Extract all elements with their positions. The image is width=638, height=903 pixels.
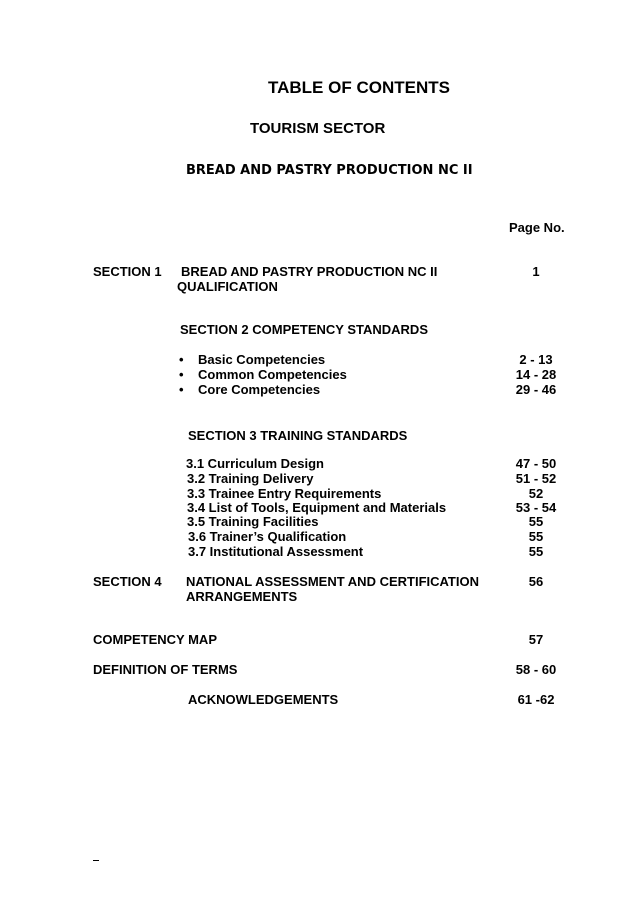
list-item: 3.1 Curriculum Design <box>186 456 324 471</box>
section1-title: BREAD AND PASTRY PRODUCTION NC II <box>181 264 438 279</box>
list-item-page: 55 <box>528 544 544 559</box>
list-item: 3.7 Institutional Assessment <box>188 544 364 559</box>
list-item-page: 51 - 52 <box>515 471 557 486</box>
section4-title-cont: ARRANGEMENTS <box>186 589 298 604</box>
list-item: Common Competencies <box>198 367 347 382</box>
section3-heading: SECTION 3 TRAINING STANDARDS <box>188 428 408 443</box>
section1-page: 1 <box>532 264 540 279</box>
section2-heading: SECTION 2 COMPETENCY STANDARDS <box>180 322 428 337</box>
acknowledgements-page: 61 -62 <box>517 692 555 707</box>
list-item-page: 55 <box>528 514 544 529</box>
bullet-icon: • <box>179 382 184 397</box>
list-item: 3.2 Training Delivery <box>187 471 314 486</box>
list-item: 3.6 Trainer’s Qualification <box>188 529 347 544</box>
list-item-page: 53 - 54 <box>515 500 557 515</box>
bullet-icon: • <box>179 367 184 382</box>
page-title: TABLE OF CONTENTS <box>268 78 450 97</box>
list-item-page: 29 - 46 <box>515 382 557 397</box>
section1-title-cont: QUALIFICATION <box>177 279 278 294</box>
competency-map-page: 57 <box>528 632 544 647</box>
definition-of-terms-label: DEFINITION OF TERMS <box>93 662 238 677</box>
page-no-label: Page No. <box>509 220 565 235</box>
competency-map-label: COMPETENCY MAP <box>93 632 217 647</box>
section4-title: NATIONAL ASSESSMENT AND CERTIFICATION <box>186 574 479 589</box>
section4-page: 56 <box>528 574 544 589</box>
list-item: 3.4 List of Tools, Equipment and Materials <box>187 500 447 515</box>
bullet-icon: • <box>179 352 184 367</box>
list-item: Core Competencies <box>198 382 321 397</box>
list-item: 3.3 Trainee Entry Requirements <box>187 486 382 501</box>
footer-mark <box>93 860 99 861</box>
list-item-page: 52 <box>528 486 544 501</box>
list-item: 3.5 Training Facilities <box>187 514 319 529</box>
acknowledgements-label: ACKNOWLEDGEMENTS <box>188 692 339 707</box>
list-item-page: 47 - 50 <box>515 456 557 471</box>
sector-title: TOURISM SECTOR <box>250 120 386 137</box>
definition-of-terms-page: 58 - 60 <box>515 662 557 677</box>
section4-label: SECTION 4 <box>93 574 162 589</box>
list-item-page: 14 - 28 <box>515 367 557 382</box>
list-item: Basic Competencies <box>198 352 326 367</box>
section1-label: SECTION 1 <box>93 264 162 279</box>
list-item-page: 55 <box>528 529 544 544</box>
qualification-title: BREAD AND PASTRY PRODUCTION NC II <box>186 163 473 178</box>
list-item-page: 2 - 13 <box>519 352 553 367</box>
